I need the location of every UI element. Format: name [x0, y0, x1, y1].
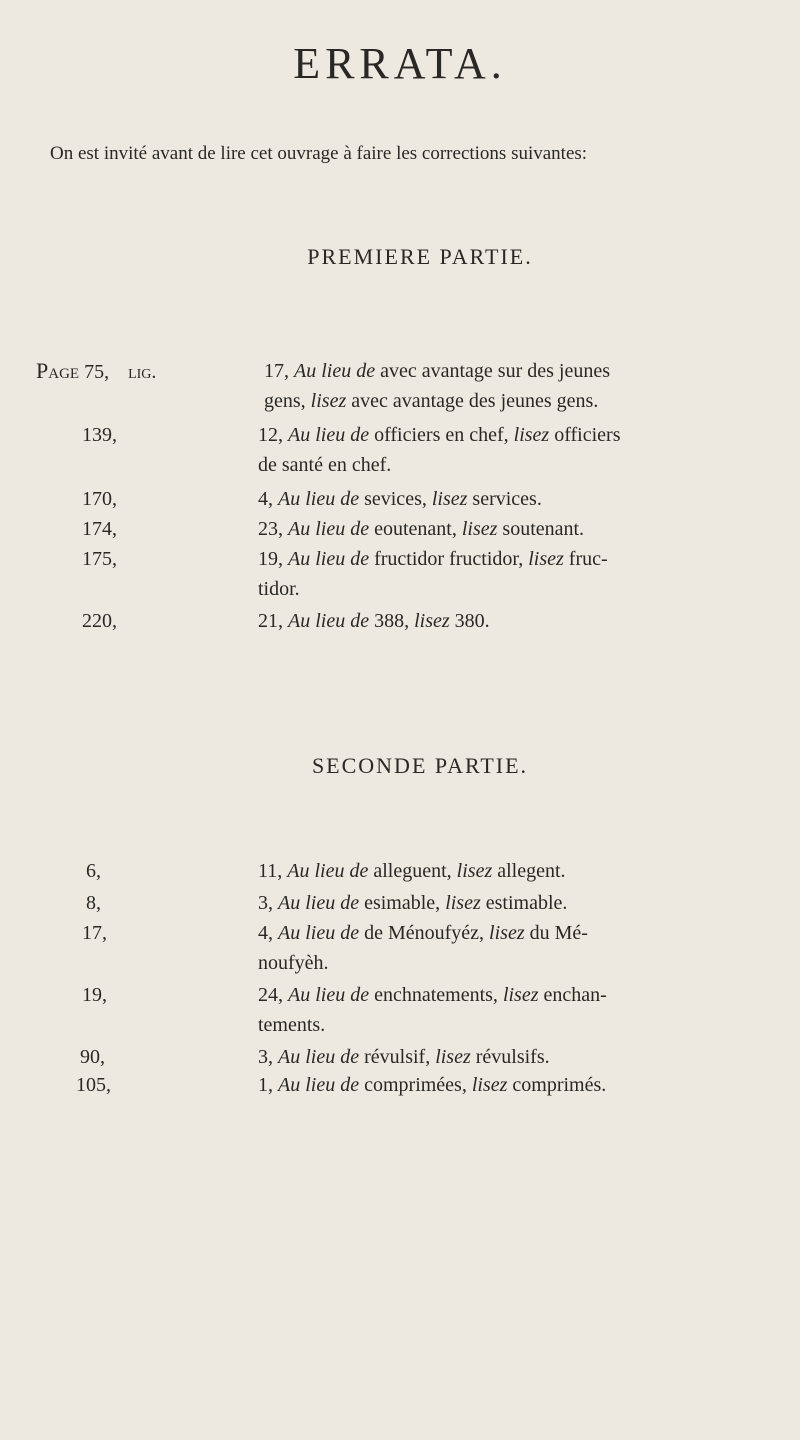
au-lieu-de: Au lieu de: [288, 424, 370, 446]
right-text-cont: de santé en chef.: [258, 454, 392, 476]
wrong-text: révulsif,: [364, 1046, 431, 1068]
au-lieu-de: Au lieu de: [288, 610, 370, 632]
page-number: 174,: [82, 518, 117, 540]
page-reference: [36, 356, 156, 387]
page-number: 19,: [82, 984, 107, 1006]
lisez: lisez: [461, 518, 498, 540]
wrong-text: eoutenant,: [374, 518, 457, 540]
au-lieu-de: Au lieu de: [294, 360, 376, 382]
lisez: lisez: [489, 922, 525, 944]
page-number: 8,: [86, 892, 101, 914]
page-number: 17,: [82, 922, 107, 944]
right-text: officiers: [554, 424, 621, 446]
right-text: enchan-: [543, 984, 607, 1006]
wrong-text: avec avantage sur des jeunes: [380, 360, 610, 382]
lisez: lisez: [435, 1046, 471, 1068]
wrong-text: fructidor fructidor,: [374, 548, 524, 570]
correction-text: [258, 1042, 778, 1072]
right-text: du Mé-: [529, 922, 588, 944]
page-number: 139,: [82, 424, 117, 446]
correction-text: [258, 606, 778, 636]
correction-text: [258, 514, 778, 544]
correction-text: [258, 888, 778, 918]
section-heading-part1: PREMIERE PARTIE.: [307, 244, 533, 269]
correction-text: [258, 420, 778, 480]
page-title: ERRATA.: [293, 39, 507, 88]
lisez: lisez: [445, 892, 481, 914]
au-lieu-de: Au lieu de: [278, 488, 360, 510]
wrong-text: de Ménoufyéz,: [364, 922, 485, 944]
line-number: 21,: [258, 610, 283, 632]
wrong-text: alleguent,: [373, 860, 452, 882]
line-number: 24,: [258, 984, 283, 1006]
au-lieu-de: Au lieu de: [278, 1046, 360, 1068]
correction-text: [258, 1070, 778, 1100]
section-heading-part2: SECONDE PARTIE.: [311, 753, 529, 778]
line-number: 19,: [258, 548, 283, 570]
lisez: lisez: [471, 1074, 508, 1096]
right-text: révulsifs.: [475, 1046, 550, 1068]
au-lieu-de: Au lieu de: [288, 518, 370, 540]
line-number: 17,: [264, 360, 289, 382]
intro-text: On est invité avant de lire cet ouvrage à faire les corrections suivantes:: [50, 143, 588, 164]
lisez: lisez: [310, 390, 347, 412]
wrong-text: comprimées,: [364, 1074, 467, 1096]
correction-text: [258, 484, 778, 514]
line-number: 23,: [258, 518, 283, 540]
correction-text: [258, 856, 778, 886]
wrong-text: sevices,: [364, 488, 427, 510]
line-number: 11,: [258, 860, 283, 882]
page-number: 175,: [82, 548, 117, 570]
correction-text: [258, 918, 778, 978]
right-text: estimable.: [485, 892, 568, 914]
lisez: lisez: [528, 548, 564, 570]
au-lieu-de: Au lieu de: [287, 860, 369, 882]
right-text: 380.: [454, 610, 490, 632]
page-number: 90,: [80, 1046, 105, 1068]
page-label: Page: [36, 358, 80, 383]
wrong-text: officiers en chef,: [374, 424, 509, 446]
line-label: lig.: [128, 361, 157, 383]
right-text-cont: tidor.: [258, 578, 300, 600]
au-lieu-de: Au lieu de: [278, 922, 360, 944]
wrong-text: 388,: [374, 610, 410, 632]
correction-text: [258, 544, 778, 604]
page-number: 105,: [76, 1074, 111, 1096]
lisez: lisez: [502, 984, 539, 1006]
au-lieu-de: Au lieu de: [288, 548, 370, 570]
right-text: services.: [472, 488, 542, 510]
page-number: 6,: [86, 860, 101, 882]
line-number: 1,: [258, 1074, 273, 1096]
right-text: soutenant.: [502, 518, 585, 540]
au-lieu-de: Au lieu de: [278, 1074, 360, 1096]
right-text: avec avantage des jeunes gens.: [351, 390, 599, 412]
page-number: 170,: [82, 488, 117, 510]
right-text-cont: noufyèh.: [258, 952, 329, 974]
page-number: 75,: [84, 361, 110, 383]
lisez: lisez: [456, 860, 493, 882]
wrong-text-cont: gens,: [264, 390, 306, 412]
line-number: 4,: [258, 922, 273, 944]
line-number: 3,: [258, 892, 273, 914]
correction-text: [258, 980, 778, 1040]
line-number: 12,: [258, 424, 283, 446]
lisez: lisez: [431, 488, 468, 510]
line-number: 4,: [258, 488, 273, 510]
right-text: comprimés.: [512, 1074, 607, 1096]
lisez: lisez: [513, 424, 550, 446]
line-number: 3,: [258, 1046, 273, 1068]
wrong-text: esimable,: [364, 892, 441, 914]
au-lieu-de: Au lieu de: [288, 984, 370, 1006]
wrong-text: enchnatements,: [374, 984, 498, 1006]
right-text: allegent.: [497, 860, 566, 882]
right-text: fruc-: [568, 548, 608, 570]
correction-text: [264, 356, 784, 416]
right-text-cont: tements.: [258, 1014, 326, 1036]
au-lieu-de: Au lieu de: [278, 892, 360, 914]
page-number: 220,: [82, 610, 117, 632]
lisez: lisez: [414, 610, 450, 632]
